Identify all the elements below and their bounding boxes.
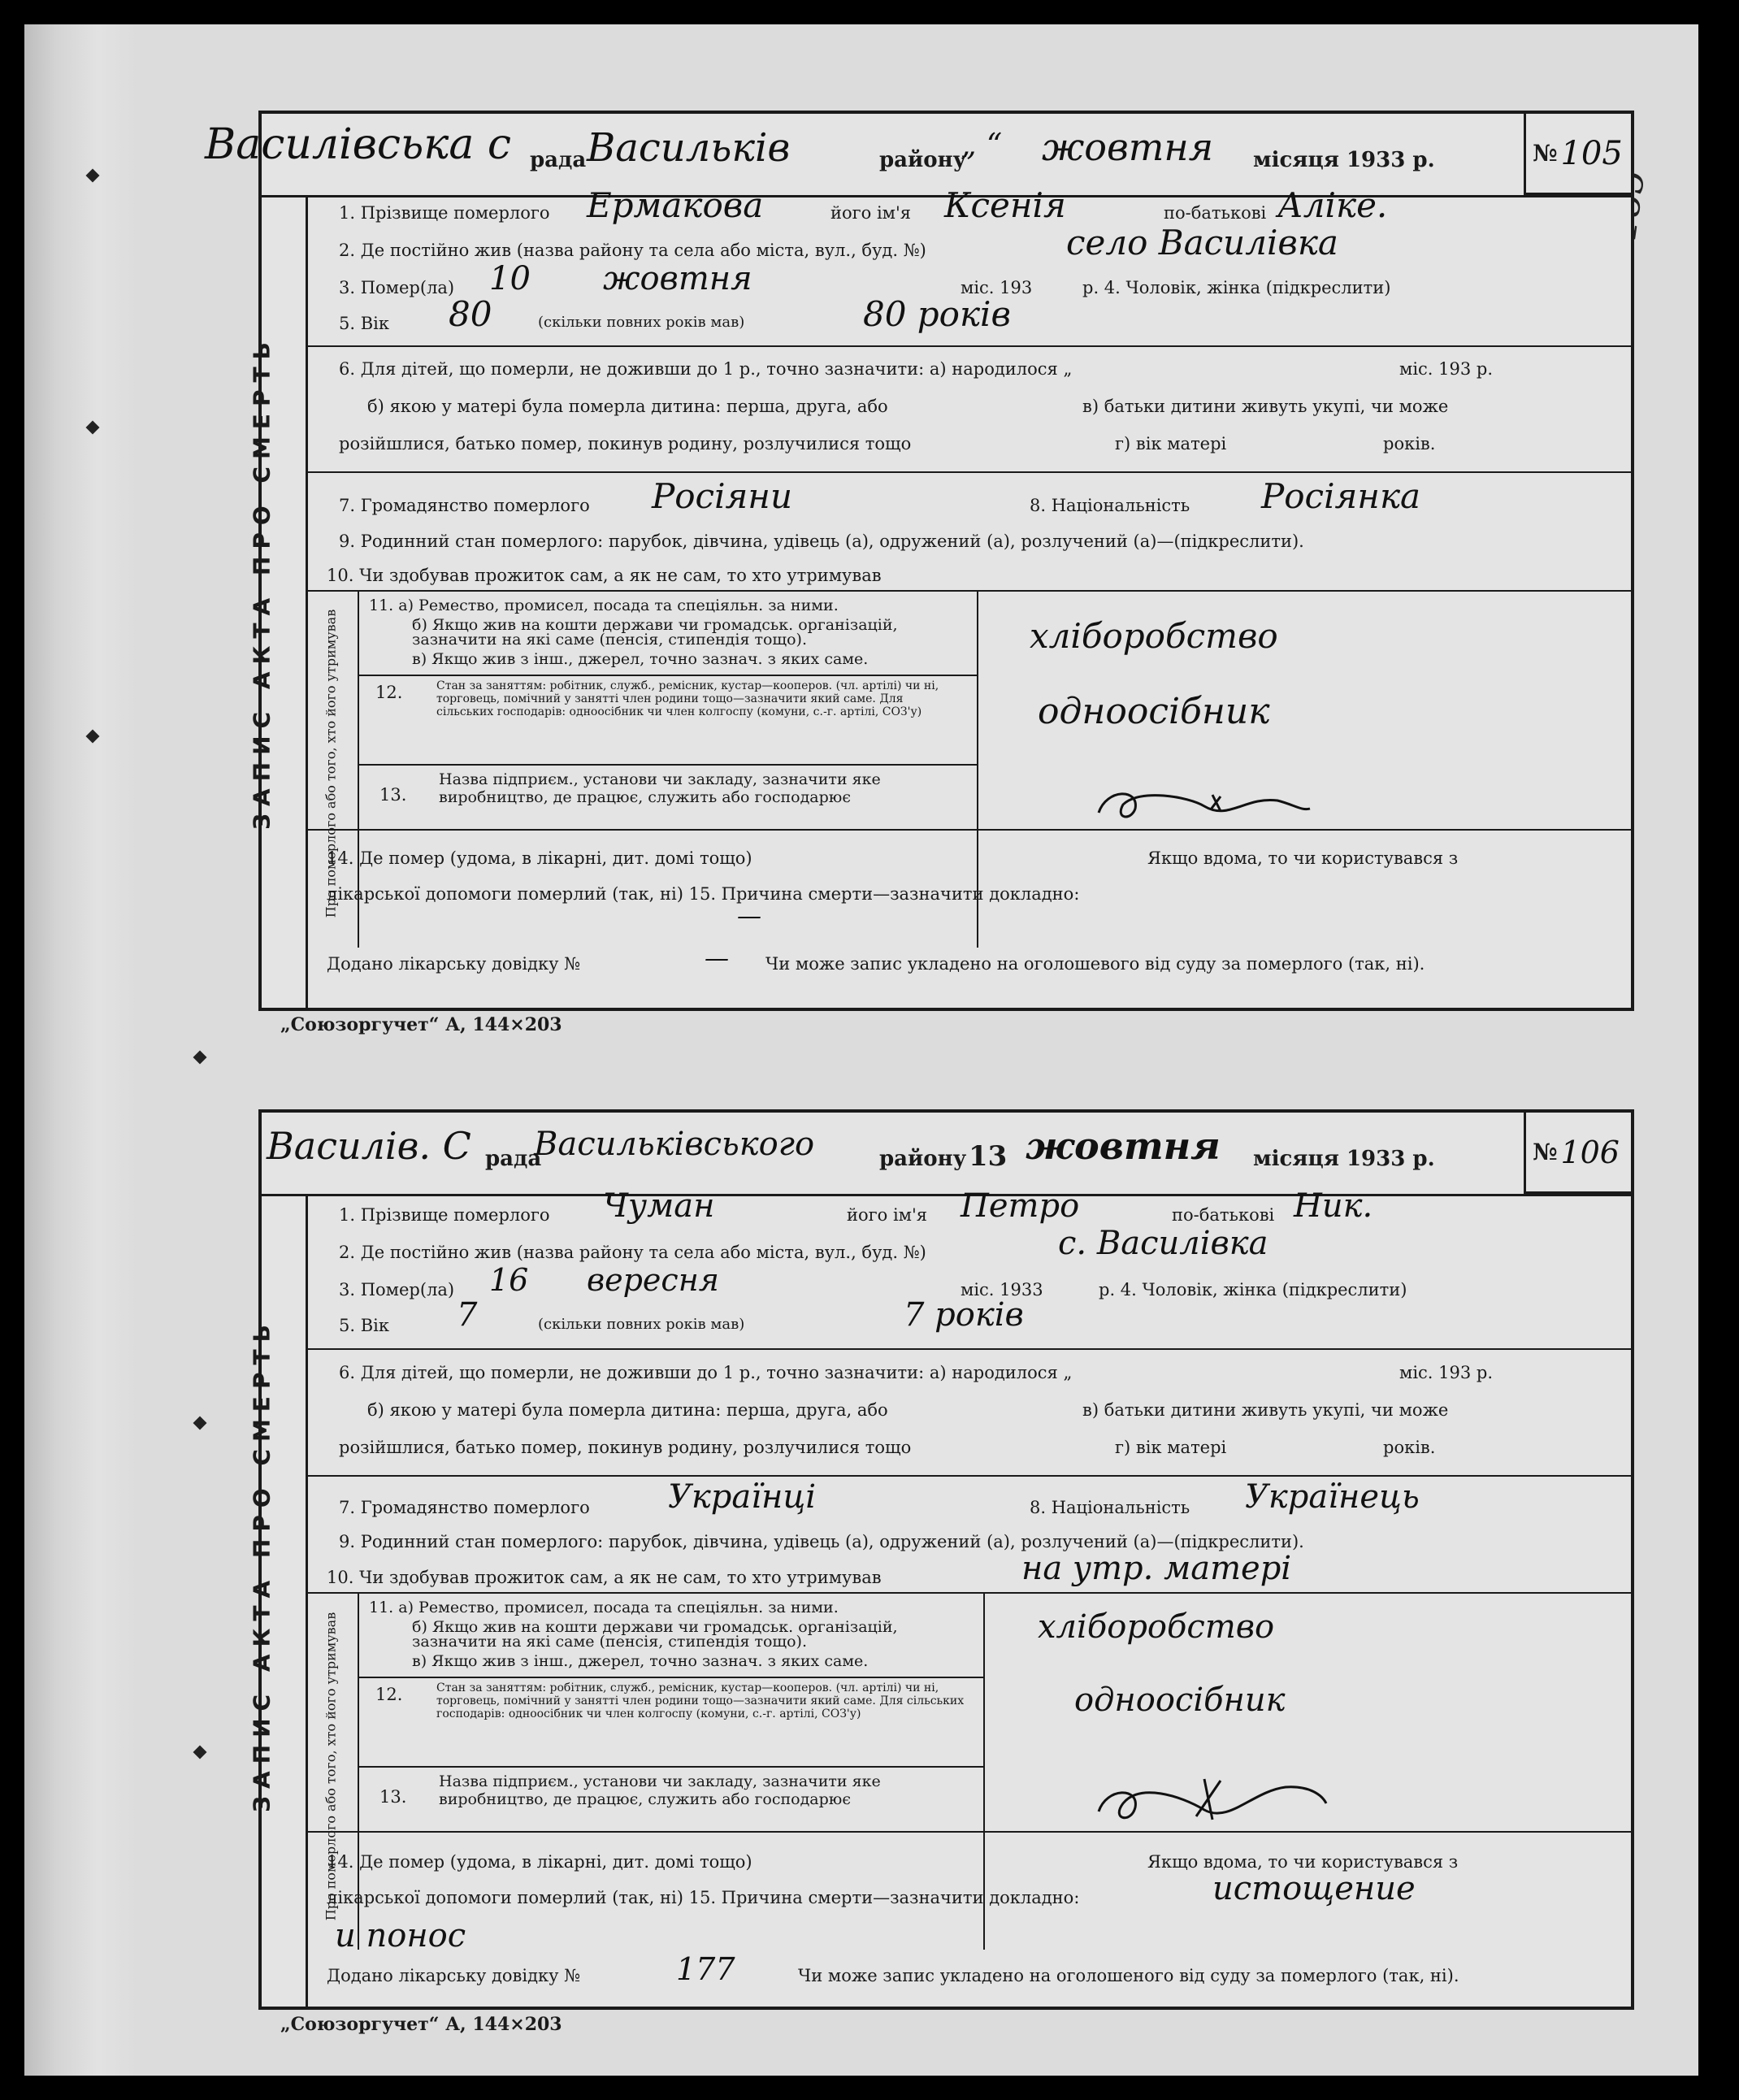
line-11-value: хліборобство <box>1038 1608 1275 1646</box>
line-3-day: 10 <box>489 260 531 297</box>
line-6c-end: років. <box>1383 434 1436 453</box>
line-5-label: 5. Вік <box>339 1316 389 1335</box>
line-6b-tail: в) батьки дитини живуть укупі, чи може <box>1082 397 1449 416</box>
record-number-value: 106 <box>1560 1134 1620 1170</box>
line-1-label: 1. Прізвище померлого <box>339 203 550 223</box>
header-margin-writing: Василівська с <box>205 120 511 169</box>
line-1-name: Ксенія <box>944 185 1066 225</box>
line-12-num: 12. <box>375 683 403 702</box>
line-7-value: Росіяни <box>652 476 793 516</box>
line-12-value: одноосібник <box>1038 691 1270 732</box>
divider <box>308 1592 1631 1594</box>
divider <box>308 829 1631 831</box>
header-rada-value: Васильківського <box>534 1126 815 1163</box>
line-11b: б) Якщо жив на кошти держави чи громадськ. організацій, зазначити на які саме (пенсія, стипендія тощо). <box>412 616 898 649</box>
line-3-day: 16 <box>489 1262 529 1298</box>
signature-flourish <box>1091 772 1318 837</box>
death-record-card-1 <box>205 111 1634 1011</box>
divider <box>308 590 1631 592</box>
record-number-label: № <box>1533 1139 1558 1165</box>
line-5-hint: (скільки повних років мав) <box>538 314 745 331</box>
record-number-box <box>1524 114 1631 195</box>
divider <box>308 1831 1631 1833</box>
line-1-patronymic-label: по-батькові <box>1164 203 1267 223</box>
line-16: Додано лікарську довідку № <box>327 954 581 974</box>
header-rayon-label: району <box>879 148 967 172</box>
header-margin-writing: Василів. С <box>267 1124 471 1168</box>
line-13-num: 13. <box>379 1787 407 1807</box>
line-6a-tail: міс. 193 р. <box>1399 1363 1494 1382</box>
header-misyatsya-label: місяця 1933 р. <box>1253 148 1435 172</box>
line-14b: лікарської допомоги померлий (так, ні) 15. Причина смерти—зазначити докладно: <box>327 884 1080 904</box>
line-13-num: 13. <box>379 785 407 805</box>
line-7-label: 7. Громадянство померлого <box>339 1498 590 1517</box>
line-16-tail: Чи може запис укладено на оголошеного від суду за померлого (так, ні). <box>798 1966 1459 1985</box>
death-record-card-2 <box>248 1109 1634 2010</box>
record-header <box>262 1113 1631 1196</box>
line-16-value: 177 <box>676 1951 735 1987</box>
line-14-label: 14. Де помер (удома, в лікарні, дит. домі тощо) <box>327 1852 752 1872</box>
line-14-label: 14. Де помер (удома, в лікарні, дит. домі тощо) <box>327 848 752 868</box>
line-6c: розійшлися, батько помер, покинув родину, розлучилися тощо <box>339 434 912 453</box>
line-1-name-label: його ім'я <box>847 1205 928 1225</box>
line-1-name-label: його ім'я <box>830 203 912 223</box>
line-6b: б) якою у матері була померла дитина: перша, друга, або <box>367 397 888 416</box>
line-2-value: село Василівка <box>1066 223 1338 262</box>
line-6b: б) якою у матері була померла дитина: перша, друга, або <box>367 1400 888 1420</box>
line-11a: 11. а) Ремество, промисел, посада та спеціяльн. за ними. <box>369 1599 839 1616</box>
line-9-label: 9. Родинний стан померлого: парубок, дівчина, удівець (а), одружений (а), розлучений (а)—(підкреслити). <box>339 1532 1304 1551</box>
line-12: Стан за заняттям: робітник, служб., ремісник, кустар—кооперов. (чл. артілі) чи ні, торговець, помічний у занятті член родини тощо—зазначити який саме. Для сільських господарів: одноосібник чи член колгоспу (комуни, с.-г. артілі, СОЗ'у) <box>436 1681 965 1720</box>
line-13: Назва підприєм., установи чи закладу, зазначити яке виробництво, де працює, служить або господарює <box>439 1772 881 1808</box>
line-1-name: Петро <box>961 1187 1080 1225</box>
line-10-label: 10. Чи здобував прожиток сам, а як не сам, то хто утримував <box>327 1568 882 1587</box>
line-5-label: 5. Вік <box>339 314 389 333</box>
line-2-value: с. Василівка <box>1058 1225 1268 1262</box>
line-1-patronymic-label: по-батькові <box>1172 1205 1275 1225</box>
line-6c-end: років. <box>1383 1438 1436 1457</box>
divider <box>359 675 977 676</box>
rotated-label: Про померлого або того, хто його утримував <box>323 609 339 918</box>
line-10-label: 10. Чи здобував прожиток сам, а як не сам, то хто утримував <box>327 566 882 585</box>
record-1-footer: „Союзоргучет“ А, 144×203 <box>280 1014 562 1035</box>
header-misyatsya-label: місяця 1933 р. <box>1253 1147 1435 1171</box>
line-6c-tail: г) вік матері <box>1115 434 1227 453</box>
line-6b-tail: в) батьки дитини живуть укупі, чи може <box>1082 1400 1449 1420</box>
line-12: Стан за заняттям: робітник, служб., ремісник, кустар—кооперов. (чл. артілі) чи ні, торговець, помічний у занятті член родини тощо—зазначити який саме. Для сільських господарів: одноосібник чи член колгоспу (комуни, с.-г. артілі, СОЗ'у) <box>436 679 939 718</box>
line-3-month: вересня <box>587 1262 719 1298</box>
line-13: Назва підприєм., установи чи закладу, зазначити яке виробництво, де працює, служить або господарює <box>439 770 881 806</box>
line-14-tail: Якщо вдома, то чи користувався з <box>1147 848 1459 868</box>
side-label: ЗАПИС АКТА ПРО СМЕРТЬ <box>248 1317 275 1812</box>
line-6a-tail: міс. 193 р. <box>1399 359 1494 379</box>
line-11a: 11. а) Ремество, промисел, посада та спеціяльн. за ними. <box>369 597 839 614</box>
record-number-box <box>1524 1113 1631 1194</box>
line-1-label: 1. Прізвище померлого <box>339 1205 550 1225</box>
line-2-label: 2. Де постійно жив (назва району та села або міста, вул., буд. №) <box>339 241 926 260</box>
line-3-year-label: міс. 193 <box>961 278 1033 297</box>
line-1-surname: Ермакова <box>587 185 764 225</box>
record-side-strip <box>248 195 308 1008</box>
line-5-value: 80 років <box>863 294 1011 334</box>
line-7-value: Українці <box>668 1478 817 1516</box>
line-1-patronymic: Ник. <box>1294 1187 1373 1225</box>
line-11c: в) Якщо жив з інш., джерел, точно зазнач. з яких саме. <box>412 650 869 668</box>
header-date-day: 13 <box>969 1140 1008 1173</box>
record-number-label: № <box>1533 140 1558 167</box>
line-16-value: — <box>705 944 729 973</box>
header-rada-label: рада <box>485 1147 542 1171</box>
line-1-surname: Чуман <box>603 1187 715 1225</box>
header-rada-label: рада <box>530 148 587 172</box>
line-1-patronymic: Аліке. <box>1277 185 1388 225</box>
divider <box>308 345 1631 347</box>
line-6c-tail: г) вік матері <box>1115 1438 1227 1457</box>
line-8-label: 8. Національність <box>1030 1498 1190 1517</box>
line-16: Додано лікарську довідку № <box>327 1966 581 1985</box>
header-date-month: жовтня <box>1026 1124 1221 1168</box>
divider <box>359 1766 983 1768</box>
divider <box>308 1475 1631 1477</box>
divider <box>308 1348 1631 1350</box>
line-7-label: 7. Громадянство померлого <box>339 496 590 515</box>
header-date-month: жовтня <box>1042 125 1214 169</box>
line-14-tail: Якщо вдома, то чи користувався з <box>1147 1852 1459 1872</box>
line-11c: в) Якщо жив з інш., джерел, точно зазнач. з яких саме. <box>412 1652 869 1670</box>
divider <box>359 764 977 766</box>
line-14b-value: истощение <box>1212 1870 1416 1907</box>
record-side-strip <box>248 1194 308 2007</box>
line-3-tail: р. 4. Чоловік, жінка (підкреслити) <box>1082 278 1391 297</box>
line-5-value: 7 років <box>904 1296 1024 1334</box>
line-12-num: 12. <box>375 1685 403 1704</box>
line-5-age: 80 <box>449 294 492 334</box>
line-11b: б) Якщо жив на кошти держави чи громадськ. організацій, зазначити на які саме (пенсія, стипендія тощо). <box>412 1618 898 1651</box>
line-3-label: 3. Помер(ла) <box>339 278 455 297</box>
header-date-day: „ “ <box>961 127 1003 163</box>
binding-strip <box>24 24 138 2076</box>
header-rada-value: Васильків <box>587 125 791 171</box>
header-rayon-label: району <box>879 1147 967 1171</box>
line-8-label: 8. Національність <box>1030 496 1190 515</box>
side-label: ЗАПИС АКТА ПРО СМЕРТЬ <box>248 335 275 830</box>
line-2-label: 2. Де постійно жив (назва району та села або міста, вул., буд. №) <box>339 1243 926 1262</box>
line-10-value: на утр. матері <box>1021 1550 1292 1587</box>
line-5-age: 7 <box>457 1296 478 1334</box>
divider <box>308 471 1631 473</box>
line-8-value: Росіянка <box>1261 476 1421 516</box>
line-3-tail: р. 4. Чоловік, жінка (підкреслити) <box>1099 1280 1407 1299</box>
line-5-hint: (скільки повних років мав) <box>538 1316 745 1333</box>
line-6c: розійшлися, батько помер, покинув родину, розлучилися тощо <box>339 1438 912 1457</box>
line-8-value: Українець <box>1245 1478 1420 1516</box>
line-6a: 6. Для дітей, що померли, не доживши до 1 р., точно зазначити: а) народилося „ <box>339 359 1073 379</box>
line-11-value: хліборобство <box>1030 616 1278 656</box>
line-16-tail: Чи може запис укладено на оголошевого від суду за померлого (так, ні). <box>765 954 1425 974</box>
divider <box>359 1677 983 1678</box>
line-6a: 6. Для дітей, що померли, не доживши до 1 р., точно зазначити: а) народилося „ <box>339 1363 1073 1382</box>
rotated-label: Про померлого або того, хто його утримував <box>323 1612 339 1921</box>
line-3-year-label: міс. 1933 <box>961 1280 1043 1299</box>
line-14b: лікарської допомоги померлий (так, ні) 15. Причина смерти—зазначити докладно: <box>327 1888 1080 1907</box>
line-3-label: 3. Помер(ла) <box>339 1280 455 1299</box>
line-14b-value: — <box>737 902 761 931</box>
line-15-value: и понос <box>335 1917 466 1955</box>
line-3-month: жовтня <box>603 260 752 297</box>
line-9-label: 9. Родинний стан померлого: парубок, дівчина, удівець (а), одружений (а), розлучений (а)—(підкреслити). <box>339 532 1304 551</box>
record-2-footer: „Союзоргучет“ А, 144×203 <box>280 2014 562 2035</box>
line-12-value: одноосібник <box>1074 1681 1286 1719</box>
record-number-value: 105 <box>1560 134 1623 172</box>
